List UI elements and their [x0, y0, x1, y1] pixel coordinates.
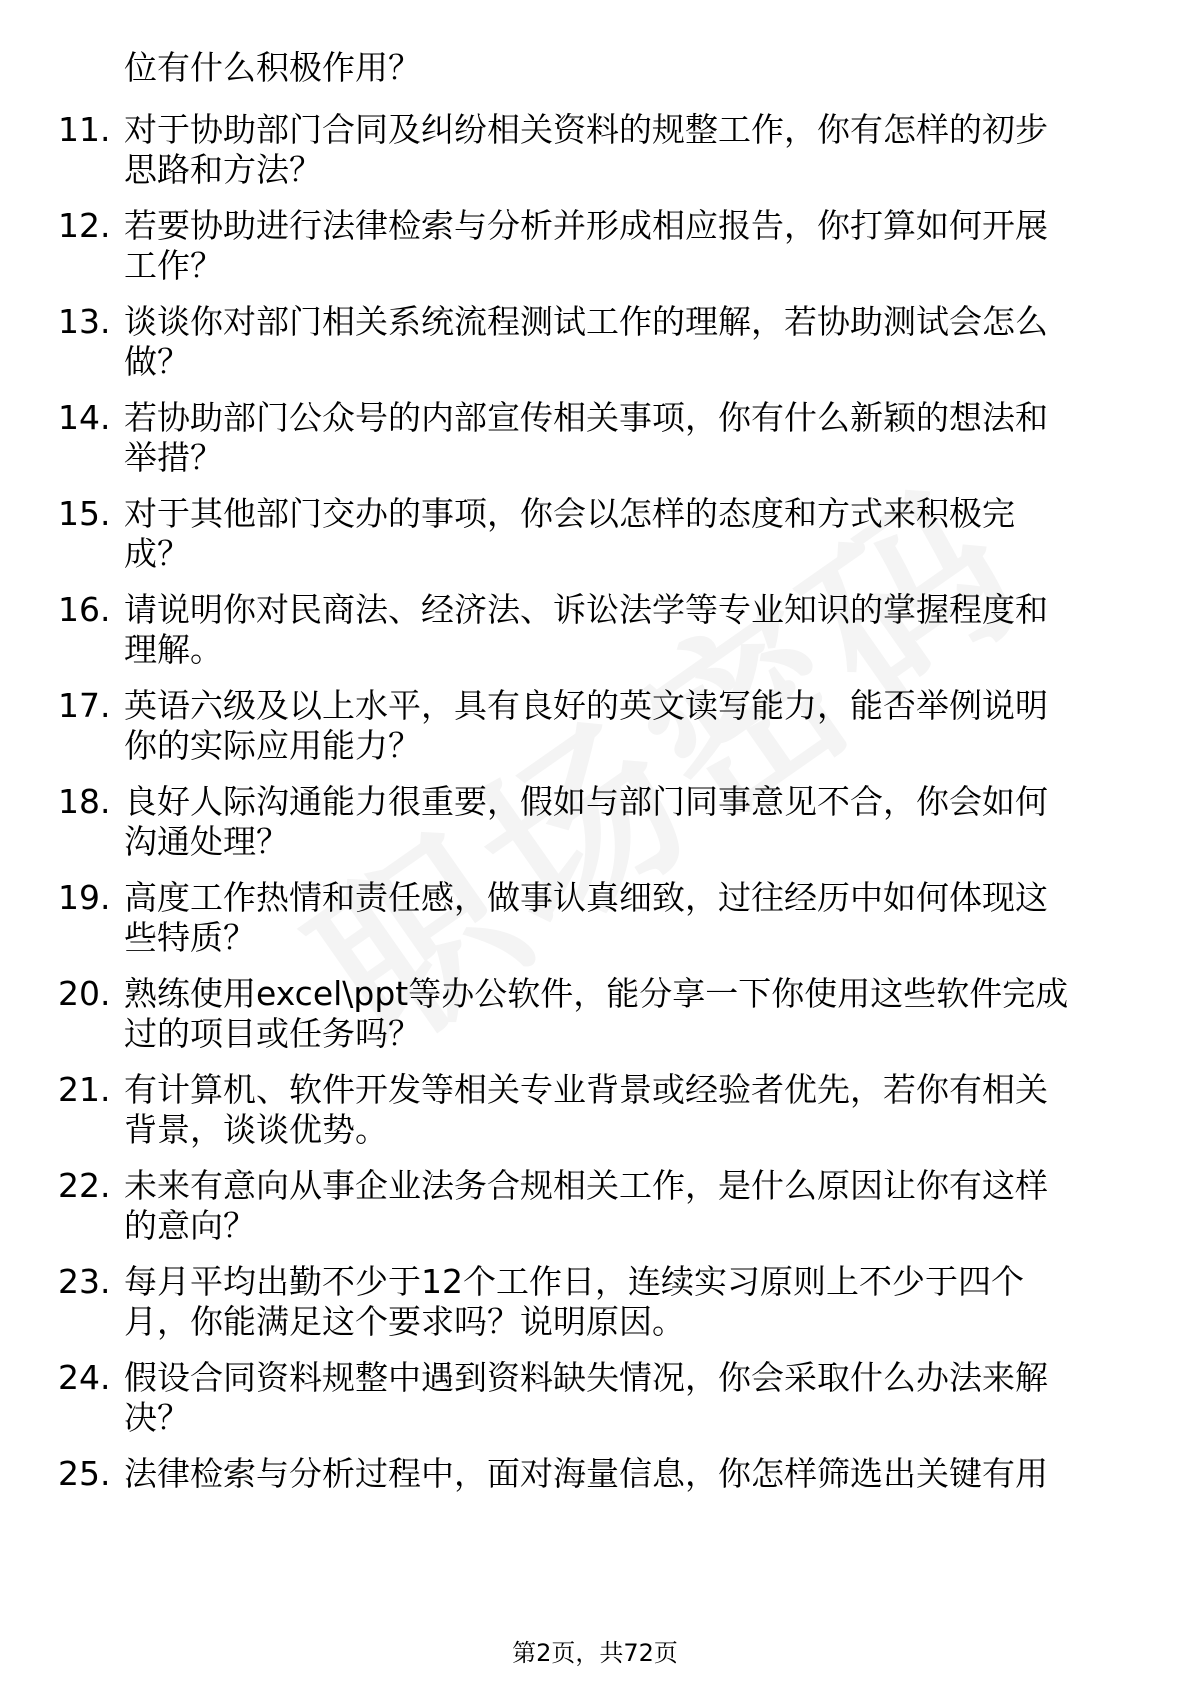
question-text-line: 的意向？	[124, 1206, 256, 1245]
question-text-line: 思路和方法？	[124, 150, 322, 189]
question-text-line: 举措？	[124, 438, 223, 477]
question-text-line: 若要协助进行法律检索与分析并形成相应报告，你打算如何开展	[124, 206, 1048, 245]
question-text-line: 位有什么积极作用？	[124, 48, 421, 87]
question-number: 18.	[58, 782, 111, 821]
question-number: 21.	[58, 1070, 111, 1109]
question-text-line: 每月平均出勤不少于12个工作日，连续实习原则上不少于四个	[124, 1262, 1024, 1301]
question-number: 12.	[58, 206, 111, 245]
question-number: 16.	[58, 590, 111, 629]
question-text-line: 若协助部门公众号的内部宣传相关事项，你有什么新颖的想法和	[124, 398, 1048, 437]
question-text-line: 假设合同资料规整中遇到资料缺失情况，你会采取什么办法来解	[124, 1358, 1048, 1397]
question-text-line: 工作？	[124, 246, 223, 285]
question-number: 13.	[58, 302, 111, 341]
question-text-line: 良好人际沟通能力很重要，假如与部门同事意见不合，你会如何	[124, 782, 1048, 821]
question-text-line: 月，你能满足这个要求吗？说明原因。	[124, 1302, 685, 1341]
question-text-line: 请说明你对民商法、经济法、诉讼法学等专业知识的掌握程度和	[124, 590, 1048, 629]
question-text-line: 对于协助部门合同及纠纷相关资料的规整工作，你有怎样的初步	[124, 110, 1048, 149]
question-number: 24.	[58, 1358, 111, 1397]
question-number: 25.	[58, 1454, 111, 1493]
question-number: 17.	[58, 686, 111, 725]
question-number: 23.	[58, 1262, 111, 1301]
question-number: 11.	[58, 110, 111, 149]
question-text-line: 成？	[124, 534, 190, 573]
question-text-line: 决？	[124, 1398, 190, 1437]
question-number: 20.	[58, 974, 111, 1013]
question-text-line: 些特质？	[124, 918, 256, 957]
page-footer: 第2页，共72页	[512, 1639, 678, 1667]
question-text-line: 熟练使用excel\ppt等办公软件，能分享一下你使用这些软件完成	[124, 974, 1069, 1013]
question-text-line: 法律检索与分析过程中，面对海量信息，你怎样筛选出关键有用	[124, 1454, 1048, 1493]
question-text-line: 高度工作热情和责任感，做事认真细致，过往经历中如何体现这	[124, 878, 1048, 917]
question-text-line: 谈谈你对部门相关系统流程测试工作的理解，若协助测试会怎么	[124, 302, 1048, 341]
question-number: 22.	[58, 1166, 111, 1205]
question-text-line: 有计算机、软件开发等相关专业背景或经验者优先，若你有相关	[124, 1070, 1048, 1109]
question-number: 14.	[58, 398, 111, 437]
question-text-line: 理解。	[124, 630, 223, 669]
question-text-line: 未来有意向从事企业法务合规相关工作，是什么原因让你有这样	[124, 1166, 1048, 1205]
question-text-line: 背景，谈谈优势。	[124, 1110, 388, 1149]
question-text-line: 做？	[124, 342, 190, 381]
question-text-line: 沟通处理？	[124, 822, 289, 861]
question-text-line: 英语六级及以上水平，具有良好的英文读写能力，能否举例说明	[124, 686, 1048, 725]
question-text-line: 对于其他部门交办的事项，你会以怎样的态度和方式来积极完	[124, 494, 1015, 533]
question-number: 15.	[58, 494, 111, 533]
question-text-line: 过的项目或任务吗？	[124, 1014, 421, 1053]
question-number: 19.	[58, 878, 111, 917]
question-text-line: 你的实际应用能力？	[124, 726, 421, 765]
